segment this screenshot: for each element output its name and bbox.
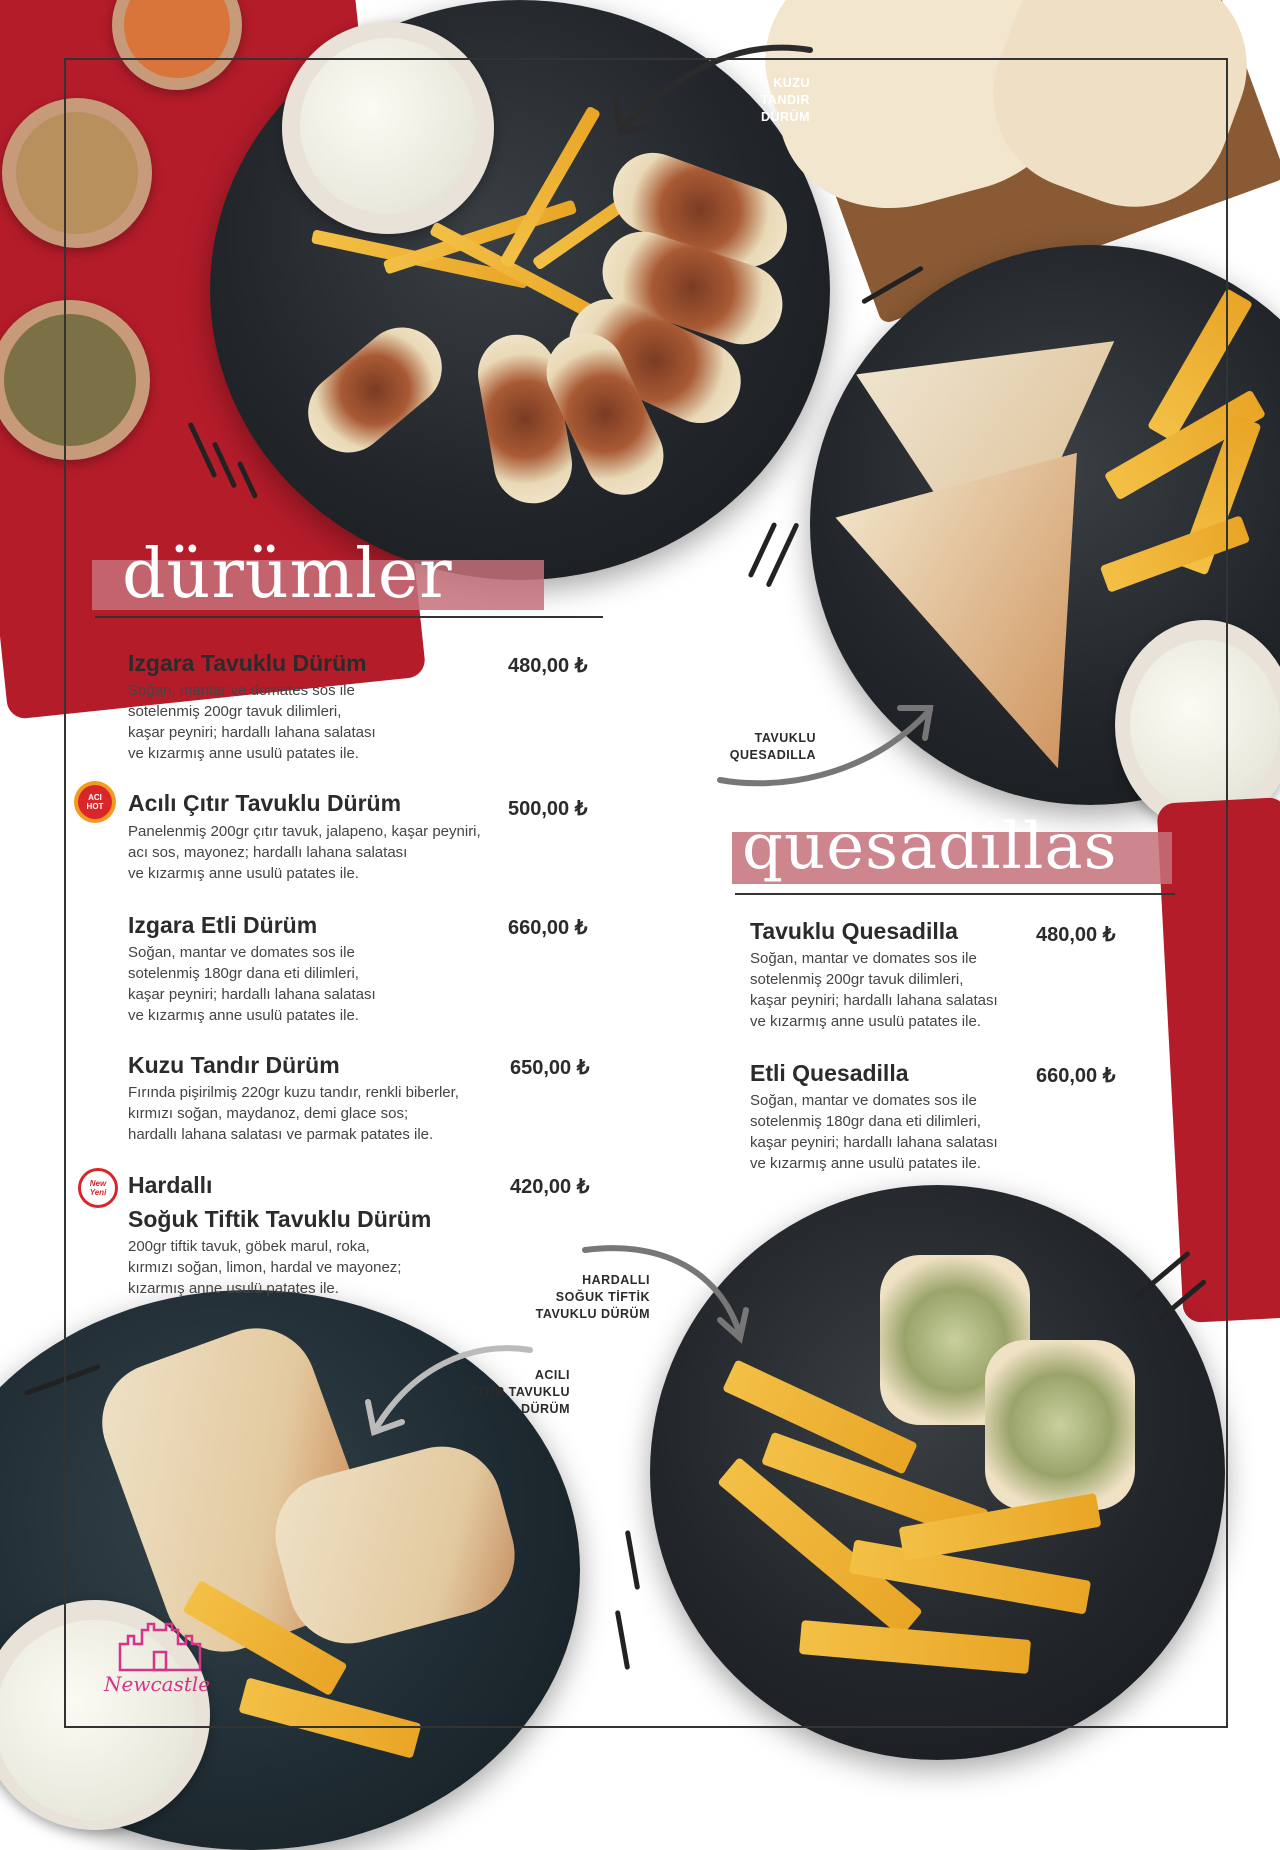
item-description: Soğan, mantar ve domates sos ile sotelenmiş 200gr tavuk dilimleri, kaşar peyniri; hardallı lahana salatası ve kızarmış anne usulü patates ile.: [128, 682, 376, 762]
item-description: Soğan, mantar ve domates sos ile sotelenmiş 200gr tavuk dilimleri, kaşar peyniri; hardallı lahana salatası ve kızarmış anne usulü patates ile.: [750, 950, 998, 1030]
item-price: 660,00 ₺: [508, 917, 588, 939]
item-price: 480,00 ₺: [508, 655, 588, 677]
item-name: Acılı Çıtır Tavuklu Dürüm: [128, 790, 402, 816]
frame-left-line: [64, 58, 66, 1728]
frame-right-line: [1226, 58, 1228, 1728]
item-name: Etli Quesadilla: [750, 1060, 909, 1086]
castle-icon: [110, 1622, 210, 1672]
item-description: Fırında pişirilmiş 220gr kuzu tandır, renkli biberler, kırmızı soğan, maydanoz, demi glace sos; hardallı lahana salatası ve parmak patates ile.: [128, 1084, 459, 1143]
quesadillas-heading: quesadillas: [742, 810, 1118, 884]
item-price: 500,00 ₺: [508, 798, 588, 820]
photo-label-kuzu: KUZU TANDIR DÜRÜM: [760, 76, 810, 124]
frame-bottom-line: [64, 1726, 1228, 1728]
hot-badge-icon: ACI HOT: [78, 785, 112, 819]
item-description: Soğan, mantar ve domates sos ile sotelenmiş 180gr dana eti dilimleri, kaşar peyniri; hardallı lahana salatası ve kızarmış anne usulü patates ile.: [750, 1092, 998, 1172]
item-price: 480,00 ₺: [1036, 924, 1116, 946]
photo-label-tavuklu-quesadilla: TAVUKLU QUESADILLA: [729, 731, 816, 762]
item-name-line2: Soğuk Tiftik Tavuklu Dürüm: [128, 1206, 432, 1232]
item-description: Soğan, mantar ve domates sos ile sotelenmiş 180gr dana eti dilimleri, kaşar peyniri; hardallı lahana salatası ve kızarmış anne usulü patates ile.: [128, 944, 376, 1024]
item-name: Kuzu Tandır Dürüm: [128, 1052, 340, 1078]
item-description: Panelenmiş 200gr çıtır tavuk, jalapeno, kaşar peyniri, acı sos, mayonez; hardallı lahana salatası ve kızarmış anne usulü patates ile.: [128, 823, 481, 882]
new-badge-icon: New Yeni: [78, 1168, 118, 1208]
item-price: 420,00 ₺: [510, 1176, 590, 1198]
item-price: 650,00 ₺: [510, 1057, 590, 1079]
item-description: 200gr tiftik tavuk, göbek marul, roka, kırmızı soğan, limon, hardal ve mayonez; kızarmış anne usulü patates ile.: [128, 1238, 402, 1297]
photo-label-hardalli: HARDALLI SOĞUK TİFTİK TAVUKLU DÜRÜM: [535, 1273, 650, 1321]
photo-label-acili: ACILI ÇITIR TAVUKLU DÜRÜM: [469, 1368, 570, 1416]
durumler-divider: [95, 616, 603, 618]
item-price: 660,00 ₺: [1036, 1065, 1116, 1087]
durumler-heading: dürümler: [122, 535, 453, 614]
logo-text: Newcastle: [104, 1672, 211, 1696]
quesadillas-divider: [735, 893, 1175, 895]
item-name: Hardallı: [128, 1172, 213, 1198]
item-name: Izgara Tavuklu Dürüm: [128, 650, 367, 676]
item-name: Izgara Etli Dürüm: [128, 912, 318, 938]
item-name: Tavuklu Quesadilla: [750, 918, 958, 944]
frame-top-line: [64, 58, 1228, 60]
